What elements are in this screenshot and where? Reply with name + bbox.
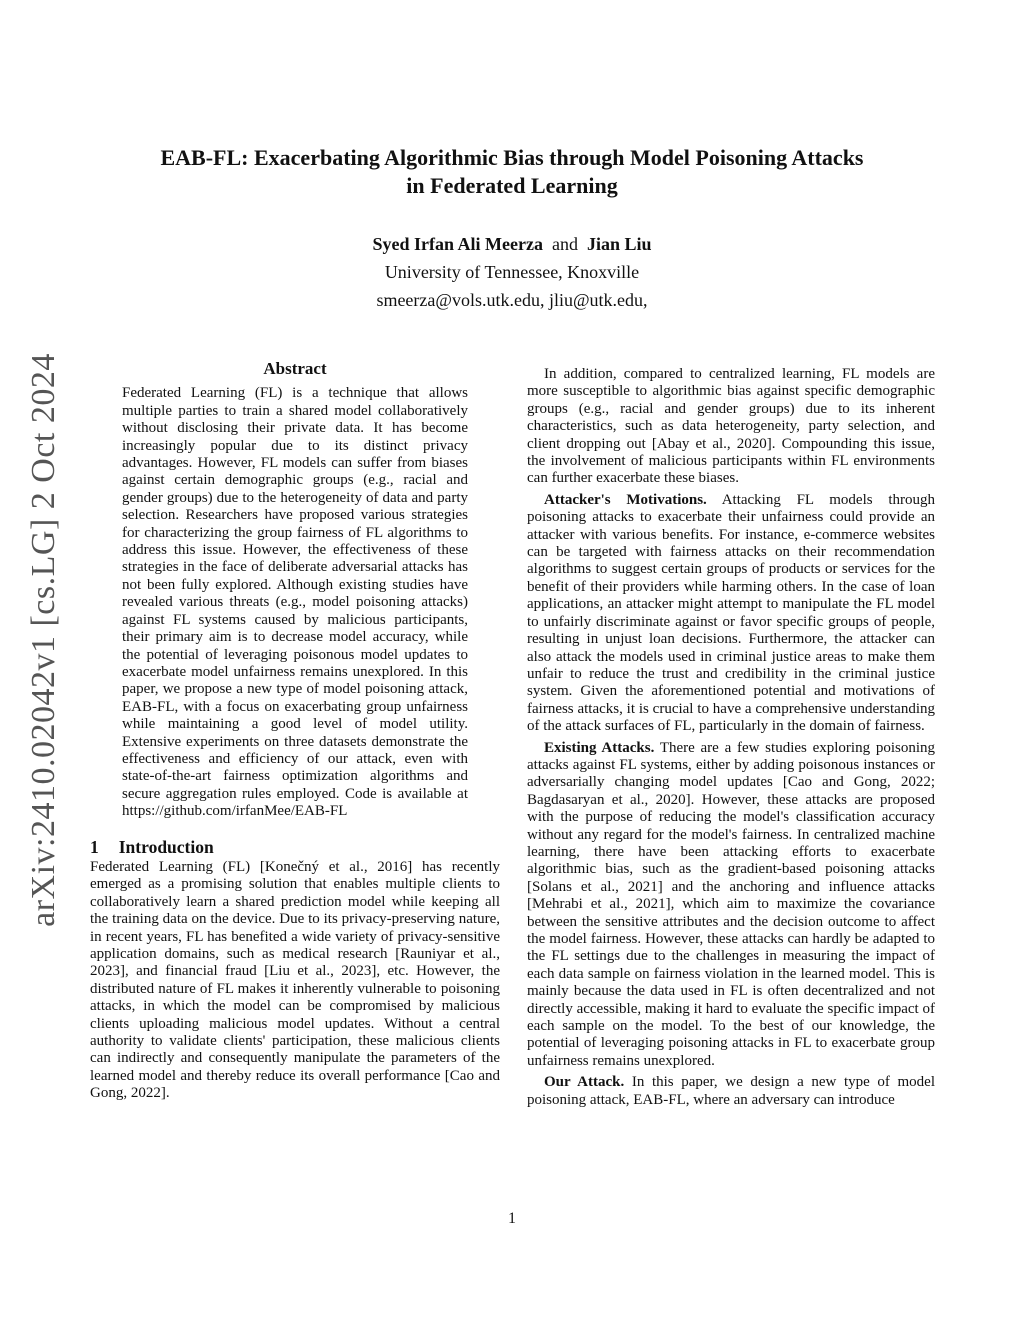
paper-title [90, 144, 934, 200]
right-column [527, 366, 935, 1109]
author-block [90, 230, 934, 314]
author-2: Jian Liu [586, 234, 652, 254]
body-paragraph-existing-attacks [527, 740, 935, 1071]
section-number: 1 [90, 836, 99, 857]
body-paragraph-bias: In addition, compared to centralized learning, FL models are more susceptible to algorithmic bias against specific demographic groups (e.g., racial and gender groups) due to its inherent characteristics, such as data heterogeneity, party selection, and client dropping out [Abay et al., 2020]. Compounding this issue, the involvement of malicious participants within FL environments can further exacerbate these biases. [527, 366, 935, 487]
author-1: Syed Irfan Ali Meerza [372, 234, 543, 254]
author-emails: smeerza@vols.utk.edu, jliu@utk.edu, [376, 290, 648, 310]
paper-title-line-1: EAB-FL: Exacerbating Algorithmic Bias through Model Poisoning Attacks [160, 145, 864, 170]
paper-title-line-2: in Federated Learning [406, 173, 618, 198]
our-attack-text: In this paper, we design a new type of model poisoning attack, EAB-FL, where an adversary can introduce [527, 1074, 935, 1108]
author-affiliation: University of Tennessee, Knoxville [384, 262, 640, 282]
run-in-heading-motivations: Attacker's Motivations. [544, 491, 707, 508]
abstract-text: Federated Learning (FL) is a technique that allows multiple parties to train a shared model collaboratively without disclosing their private data. It has become increasingly popular due to its distinct privacy advantages. However, FL models can suffer from biases against certain demographic groups (e.g., racial and gender groups) due to the heterogeneity of data and party selection. Researchers have proposed various strategies for characterizing the group fairness of FL algorithms to address this issue. However, the effectiveness of these strategies in the face of deliberate adversarial attacks has not been fully explored. Although existing studies have revealed various threats (e.g., model poisoning attacks) against FL systems caused by malicious participants, their primary aim is to decrease model accuracy, while the potential of leveraging poisonous model updates to exacerbate model unfairness remains unexplored. In this paper, we propose a new type of model poisoning attack, EAB-FL, with a focus on exacerbating group unfairness while maintaining a good level of model utility. Extensive experiments on three datasets demonstrate the effectiveness and efficiency of our attack, even with state-of-the-art fairness optimization algorithms and secure aggregation rules employed. Code is available at https://github.com/irfanMee/EAB-FL [122, 385, 468, 820]
arxiv-identifier-stamp: arXiv:2410.02042v1 [cs.LG] 2 Oct 2024 [25, 353, 62, 927]
section-heading-introduction [90, 836, 500, 857]
abstract-heading: Abstract [263, 359, 327, 378]
existing-attacks-text: There are a few studies exploring poisoning attacks against FL systems, either by adding poisonous instances or adversarially changing model updates [Cao and Gong, 2022; Bagdasaryan et al., 2020]. However, these attacks are proposed with the purpose of reducing the model's classification accuracy without any regard for the model's fairness. In centralized machine learning, there have been attacking efforts to exacerbate algorithmic bias, such as the gradient-based poisoning attacks [Solans et al., 2021] and the anchoring and influence attacks [Mehrabi et al., 2021], which aim to maximize the covariance between the sensitive attributes and the decision outcome to affect the model fairness. However, these attacks can hardly be adapted to the FL settings due to the challenges in measuring the impact of each data sample on fairness violation in the learned model. This is mainly because the data used in FL is often decentralized and not directly accessible, making it hard to evaluate the specific impact of each sample on the model. To the best of our knowledge, the potential of leveraging poisoning attacks in FL to exacerbate group unfairness remains unexplored. [527, 739, 935, 1069]
page-number: 1 [508, 1210, 516, 1227]
author-names [90, 230, 934, 258]
run-in-heading-our-attack: Our Attack. [544, 1074, 625, 1091]
body-paragraph-our-attack [527, 1074, 935, 1109]
introduction-paragraph: Federated Learning (FL) [Konečný et al., 2016] has recently emerged as a promising solution that enables multiple clients to collaboratively learn a shared prediction model while keeping all the training data on the device. Due to its privacy-preserving nature, in recent years, FL has benefited a wide variety of privacy-sensitive application domains, such as medical research [Rauniyar et al., 2023], and financial fraud [Liu et al., 2023], etc. However, the distributed nature of FL makes it inherently vulnerable to poisoning attacks, in which the model can be compromised by malicious clients uploading malicious model updates. Without a central authority to validate clients' participation, these malicious clients can indirectly and consequently manipulate the parameters of the learned model and thereby reduce its overall performance [Cao and Gong, 2022]. [90, 858, 500, 1102]
author-conjunction: and [551, 234, 578, 254]
run-in-heading-existing-attacks: Existing Attacks. [544, 739, 655, 756]
body-paragraph-motivations [527, 492, 935, 736]
motivations-text: Attacking FL models through poisoning attacks to exacerbate their unfairness could provide an attacker with various benefits. For instance, e-commerce websites can be targeted with fairness attacks on their recommendation algorithms to suggest certain groups of products or services for the benefit of their providers while harming others. In the case of loan applications, an attacker might attempt to manipulate the FL model to unfairly discriminate against or favor specific groups of people, resulting in unjust loan decisions. Furthermore, the attacker can also attack the models used in criminal justice areas to make them unfair to reduce the trust and credibility in the criminal justice system. Given the aforementioned potential and motivations of fairness attacks, it is crucial to have a comprehensive understanding of the attack surfaces of FL, particularly in the domain of fairness. [527, 491, 935, 735]
section-title: Introduction [118, 836, 214, 857]
left-column [90, 360, 500, 1103]
